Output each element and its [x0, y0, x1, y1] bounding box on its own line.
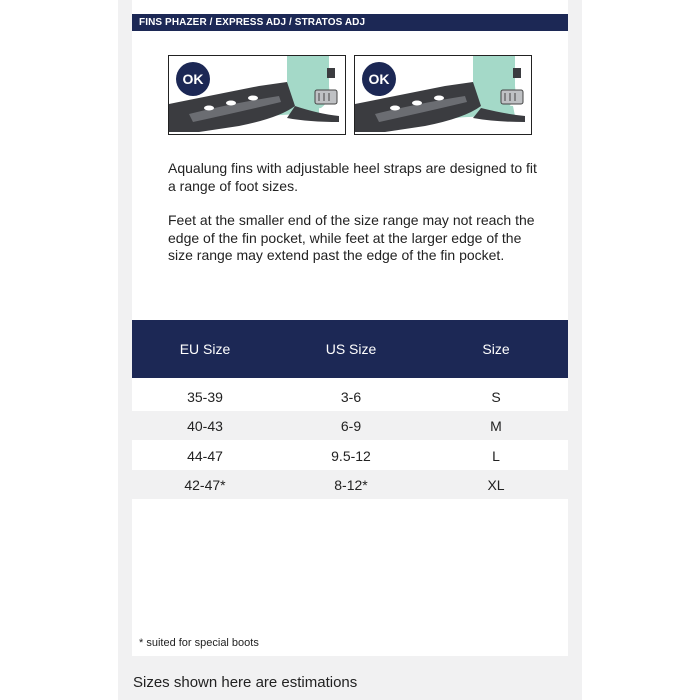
description-paragraph-1: Aqualung fins with adjustable heel straps are designed to fit a range of foot sizes. [168, 160, 537, 194]
ok-badge: OK [368, 71, 390, 87]
header-us-size: US Size [325, 341, 377, 357]
header-eu-size: EU Size [179, 341, 231, 357]
fin-heel-strap-icon [355, 56, 531, 134]
fin-heel-strap-icon [169, 56, 345, 134]
estimation-note: Sizes shown here are estimations [133, 674, 358, 691]
fin-image-left [168, 55, 346, 135]
cell-eu-size: 44-47 [187, 448, 223, 464]
header-size: Size [482, 341, 510, 357]
cell-eu-size: 35-39 [187, 389, 223, 405]
cell-us-size: 6-9 [340, 418, 362, 434]
page-title: FINS PHAZER / EXPRESS ADJ / STRATOS ADJ [132, 14, 568, 31]
cell-us-size: 8-12* [334, 477, 368, 493]
table-row [132, 441, 568, 470]
size-table-header [132, 320, 568, 378]
cell-eu-size: 42-47* [184, 477, 226, 493]
footnote: * suited for special boots [139, 637, 259, 649]
cell-eu-size: 40-43 [187, 418, 223, 434]
cell-us-size: 9.5-12 [331, 448, 371, 464]
cell-us-size: 3-6 [340, 389, 362, 405]
cell-size: XL [487, 477, 505, 493]
fin-image-right [354, 55, 532, 135]
table-row [132, 470, 568, 499]
cell-size: M [490, 418, 502, 434]
table-row [132, 411, 568, 440]
cell-size: S [491, 389, 501, 405]
ok-badge: OK [182, 71, 204, 87]
cell-size: L [492, 448, 500, 464]
table-row [132, 382, 568, 411]
description-paragraph-2: Feet at the smaller end of the size range may not reach the edge of the fin pocket, while feet at the larger edge of the size range may extend past the edge of the fin pocket. [168, 212, 535, 263]
